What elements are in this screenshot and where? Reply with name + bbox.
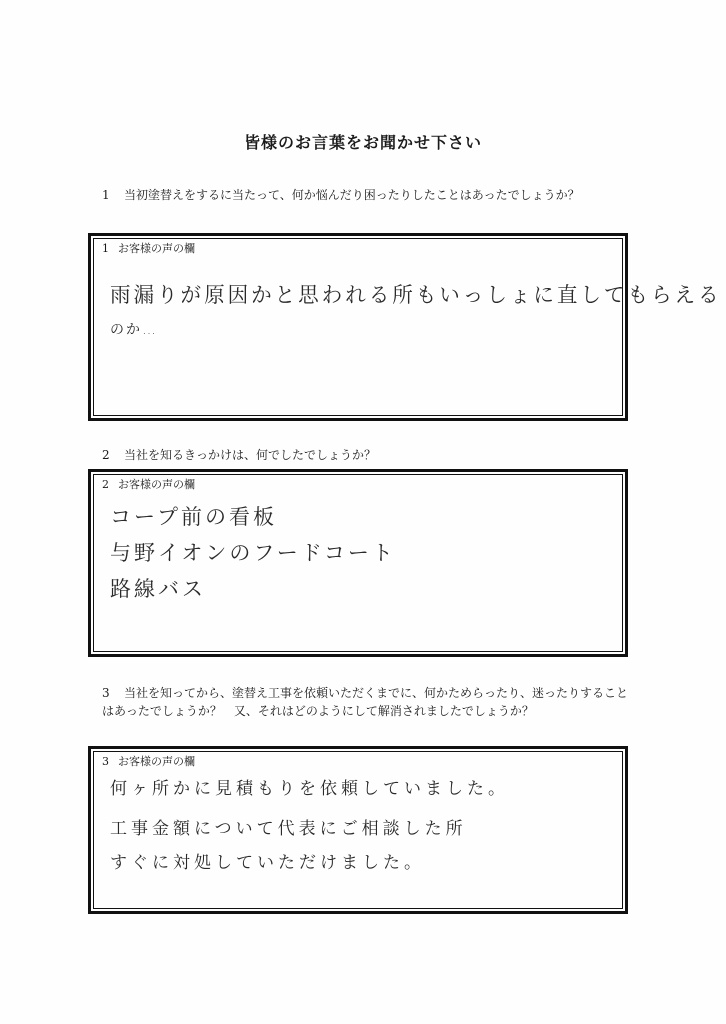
box-number: 2	[102, 478, 109, 491]
question-number: 1	[102, 188, 110, 202]
answer-line: コープ前の看板	[110, 505, 277, 529]
question-number: 2	[102, 448, 110, 462]
question-number: 3	[102, 686, 110, 700]
answer-line: すぐに対処していただけました。	[110, 853, 425, 873]
answer-line: のか…	[110, 322, 158, 338]
answer-box-label	[102, 240, 195, 256]
answer-line: 雨漏りが原因かと思われる所もいっしょに直してもらえる	[110, 283, 722, 307]
answer-box-1	[88, 233, 722, 421]
answer-box-2	[88, 469, 628, 657]
answer-box-label	[102, 753, 195, 769]
answer-line: 路線バス	[110, 577, 206, 601]
question-1	[102, 186, 632, 204]
answer-box-label	[102, 476, 195, 492]
page-title: 皆様のお言葉をお聞かせ下さい	[243, 133, 482, 152]
box-number: 1	[102, 242, 109, 255]
answer-line: 工事金額について代表にご相談した所	[110, 819, 467, 839]
question-text: 当初塗替えをするに当たって、何か悩んだり困ったりしたことはあったでしょうか？	[124, 188, 580, 202]
answer-line: 与野イオンのフードコート	[110, 541, 396, 565]
answer-box-3	[88, 746, 628, 914]
question-3	[102, 684, 632, 720]
question-text: 当社を知るきっかけは、何でしたでしょうか？	[124, 448, 377, 462]
box-label-text: お客様の声の欄	[118, 478, 195, 491]
answer-line: 何ヶ所かに見積もりを依頼していました。	[110, 779, 509, 799]
question-2	[102, 446, 632, 464]
box-number: 3	[102, 755, 109, 768]
box-label-text: お客様の声の欄	[118, 242, 195, 255]
box-label-text: お客様の声の欄	[118, 755, 195, 768]
question-text: 当社を知ってから、塗替え工事を依頼いただくまでに、何かためらったり、迷ったりすることはあったでしょうか？ 又、それはどのようにして解消されましたでしょうか？	[102, 686, 629, 718]
